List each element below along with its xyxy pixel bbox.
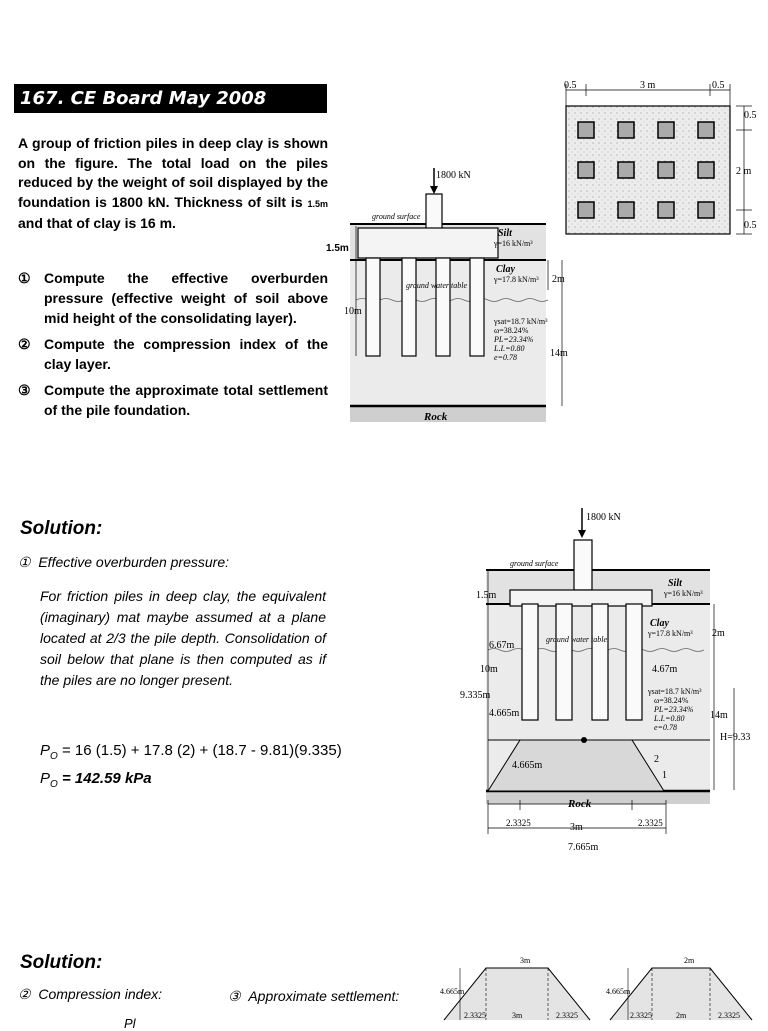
s2-dim-9-335: 9.335m — [460, 690, 491, 701]
solution-2-item-3-text: Approximate settlement: — [248, 988, 400, 1004]
s2-dim-2m: 2m — [712, 628, 725, 639]
question-1 — [18, 268, 328, 328]
clay-14m-dim: 14m — [550, 348, 568, 359]
plan-dim-right-mid: 2 m — [736, 166, 752, 177]
s2-prop-5: e=0.78 — [654, 723, 677, 732]
s2-slope-1: 1 — [662, 770, 667, 781]
question-2 — [18, 334, 328, 374]
question-3-text: Compute the approximate total settlement of the pile foundation. — [44, 382, 328, 418]
s2-silt-gamma: γ=16 kN/m³ — [664, 589, 703, 598]
s2-dim-4-67: 4.67m — [652, 664, 678, 675]
solution-1-item-number: ① — [18, 554, 31, 570]
trap2-height: 4.665m — [606, 987, 631, 996]
s2-dim-4-665b: 4.665m — [512, 760, 543, 771]
question-2-number: ② — [18, 336, 31, 352]
solution-2-item-2 — [18, 986, 162, 1003]
solution-2-item-3 — [228, 988, 399, 1005]
trap2-top: 2m — [684, 956, 695, 965]
plan-dim-top-right: 0.5 — [712, 80, 725, 91]
clay-prop-5: e=0.78 — [494, 353, 517, 362]
solution-2-heading: Solution: — [20, 952, 103, 973]
s2-gwt-label: ground water table — [546, 635, 608, 644]
equation-2 — [40, 770, 152, 790]
clay-prop-4: L.I.=0.80 — [494, 344, 525, 353]
rock-label: Rock — [424, 411, 448, 423]
trapezoid-2 — [604, 954, 762, 1024]
solution-1-item — [18, 554, 229, 571]
trapezoid-1 — [440, 954, 598, 1024]
clay-prop-3: PL=23.34% — [494, 335, 534, 344]
trap1-b1: 2.3325 — [464, 1011, 486, 1020]
trap2-b2: 2m — [676, 1011, 687, 1020]
s2-clay-label: Clay — [650, 618, 669, 629]
clay-label: Clay — [496, 264, 515, 275]
solution-2-item-2-text: Compression index: — [38, 986, 163, 1002]
pile-plan-view — [556, 76, 762, 236]
silt-gamma: γ=16 kN/m³ — [494, 239, 533, 248]
question-1-number: ① — [18, 270, 31, 286]
equation-1-subscript: O — [50, 751, 58, 762]
s2-prop-2: ω=38.24% — [654, 696, 689, 705]
s2-slope-2: 2 — [654, 754, 659, 765]
question-1-text: Compute the effective overburden pressure (effective weight of soil above mid height of the consolidating layer). — [44, 270, 328, 326]
s2-load-arrow-icon — [578, 530, 586, 538]
plan-dim-right-top: 0.5 — [744, 110, 757, 121]
clay-2m-dim: 2m — [552, 274, 565, 285]
mid-height-point — [581, 737, 587, 743]
equation-1-rhs: = 16 (1.5) + 17.8 (2) + (18.7 - 9.81)(9.335) — [57, 742, 342, 759]
question-2-text: Compute the compression index of the clay layer. — [44, 336, 328, 372]
s2-dim-1-5: 1.5m — [476, 590, 497, 601]
question-3-number: ③ — [18, 382, 31, 398]
s2-base-b1: 2.3325 — [506, 818, 531, 828]
solution-section-view — [458, 504, 758, 854]
silt-thickness-inline: 1.5m — [307, 198, 328, 209]
section-ground-surface: ground surface — [372, 212, 421, 221]
equation-2-rhs: = 142.59 kPa — [57, 770, 152, 787]
s2-base-b3: 2.3325 — [638, 818, 663, 828]
problem-title: 167. CE Board May 2008 — [14, 84, 327, 113]
trap1-b3: 2.3325 — [556, 1011, 578, 1020]
s2-prop-4: L.I.=0.80 — [654, 714, 685, 723]
s2-dim-10m: 10m — [480, 664, 498, 675]
s2-dim-4-665a: 4.665m — [489, 708, 520, 719]
clay-prop-1: γsat=18.7 kN/m³ — [494, 317, 548, 326]
solution-1-paragraph: For friction piles in deep clay, the equivalent (imaginary) mat maybe assumed at a plane located at 2/3 the pile depth. Consolidation of soil below that plane is then computed as if the piles are no longer present. — [40, 588, 326, 688]
trap2-b3: 2.3325 — [718, 1011, 740, 1020]
solution-2-item-3-number: ③ — [228, 988, 241, 1004]
trap2-b1: 2.3325 — [630, 1011, 652, 1020]
solution-1-heading: Solution: — [20, 518, 103, 539]
load-arrow-icon — [430, 186, 438, 194]
rock-layer — [350, 406, 546, 422]
s2-dim-6-67: 6.67m — [489, 640, 515, 651]
equation-2-lhs: P — [40, 770, 51, 787]
question-3 — [18, 380, 328, 420]
trap1-height: 4.665m — [440, 987, 465, 996]
plan-dim-right-bot: 0.5 — [744, 220, 757, 231]
silt-thickness-dim: 1.5m — [326, 243, 349, 254]
s2-dim-14m: 14m — [710, 710, 728, 721]
s2-base-b2: 3m — [570, 822, 583, 833]
clay-gamma: γ=17.8 kN/m³ — [494, 275, 539, 284]
problem-statement — [18, 134, 328, 234]
s2-load-label: 1800 kN — [586, 512, 621, 523]
s2-base-total: 7.665m — [568, 842, 599, 853]
trap1-b2: 3m — [512, 1011, 523, 1020]
section-gwt-label: ground water table — [406, 281, 468, 290]
equation-1 — [40, 742, 342, 762]
s2-clay-gamma: γ=17.8 kN/m³ — [648, 629, 693, 638]
statement-part-b: and that of clay is 16 m. — [18, 215, 176, 231]
statement-part-a: A group of friction piles in deep clay is shown on the figure. The total load on the piles reduced by the weight of soil displayed by the foundation is 1800 kN. Thickness of silt is — [18, 135, 328, 210]
plan-dim-top-mid: 3 m — [640, 80, 656, 91]
pile-length-dim: 10m — [344, 306, 362, 317]
equation-1-lhs: P — [40, 742, 51, 759]
solution-2-item-2-number: ② — [18, 986, 31, 1002]
s2-silt-label: Silt — [668, 578, 682, 589]
s2-rock-label: Rock — [568, 798, 592, 810]
trap1-top: 3m — [520, 956, 531, 965]
section-load-label: 1800 kN — [436, 170, 471, 181]
silt-label: Silt — [498, 228, 512, 239]
pile-section-view — [326, 164, 576, 426]
solution-1-item-text: Effective overburden pressure: — [38, 554, 229, 570]
clay-prop-2: ω=38.24% — [494, 326, 529, 335]
question-list — [18, 268, 328, 426]
s2-ground-surface: ground surface — [510, 559, 559, 568]
s2-prop-1: γsat=18.7 kN/m³ — [648, 687, 702, 696]
plan-dim-top-left: 0.5 — [564, 80, 577, 91]
solution-2-partial-text: Pl — [124, 1016, 136, 1031]
equation-2-subscript: O — [50, 779, 58, 790]
s2-dim-H: H=9.33 — [720, 732, 751, 743]
s2-prop-3: PL=23.34% — [654, 705, 694, 714]
